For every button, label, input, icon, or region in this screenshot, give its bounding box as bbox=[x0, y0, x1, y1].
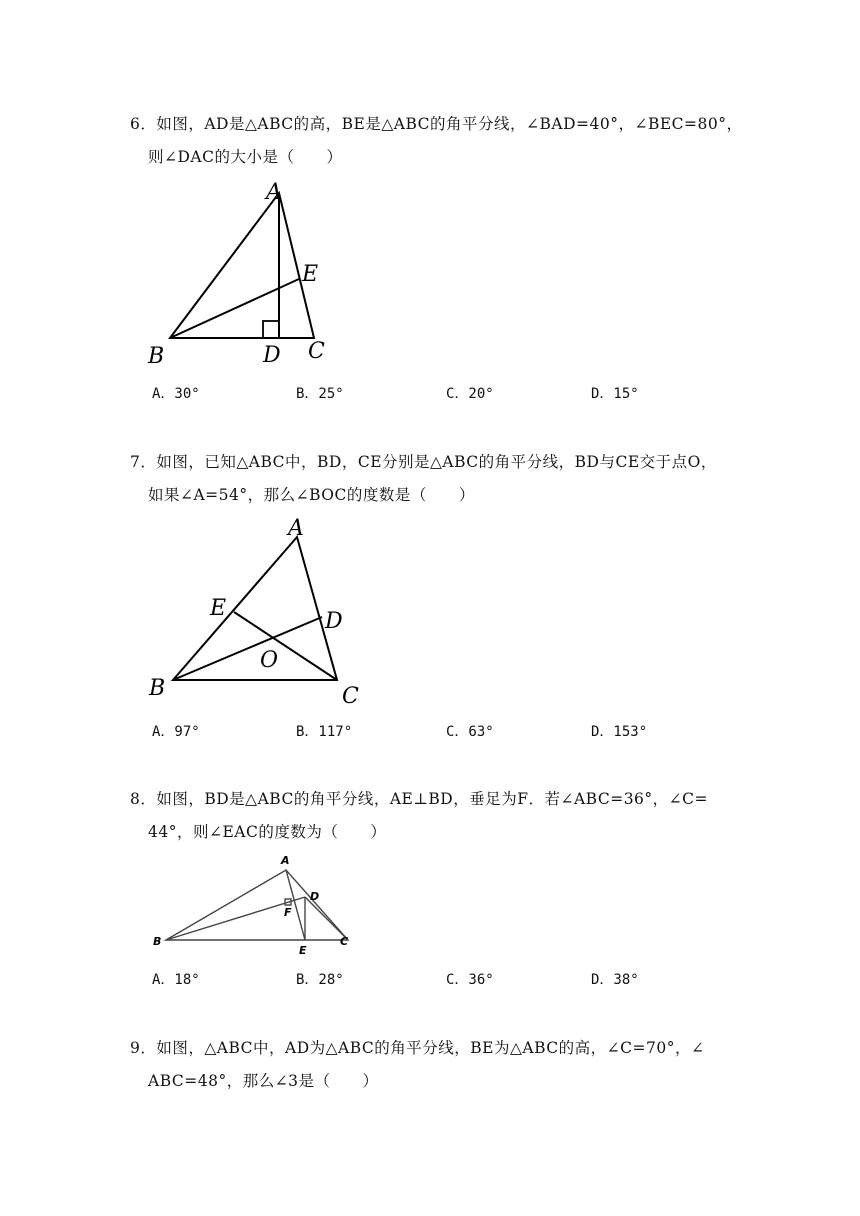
q7-text-line1: 7．如图，已知△ABC中，BD，CE分别是△ABC的角平分线，BD与CE交于点O， bbox=[130, 453, 717, 471]
q7-option-d[interactable]: D．153° bbox=[591, 724, 648, 740]
q8-label-d: D bbox=[310, 890, 320, 903]
q7-figure bbox=[140, 515, 370, 715]
q8-option-b[interactable]: B．28° bbox=[296, 972, 344, 988]
q9-text-line2: ABC=48°，那么∠3是（ ） bbox=[148, 1072, 379, 1090]
q6-label-a: A bbox=[266, 180, 282, 205]
q8-label-b: B bbox=[153, 935, 162, 948]
q6-option-c[interactable]: C．20° bbox=[446, 386, 494, 402]
q7-option-c[interactable]: C．63° bbox=[446, 724, 494, 740]
q8-option-a[interactable]: A．18° bbox=[152, 972, 200, 988]
q7-label-d: D bbox=[325, 609, 343, 634]
q8-option-d[interactable]: D．38° bbox=[591, 972, 639, 988]
q8-label-e: E bbox=[299, 944, 307, 957]
q8-label-c: C bbox=[340, 935, 349, 948]
q6-text-line1: 6．如图，AD是△ABC的高，BE是△ABC的角平分线，∠BAD=40°，∠BEC=80°， bbox=[130, 115, 743, 133]
q8-label-a: A bbox=[281, 854, 290, 867]
q6-label-b: B bbox=[148, 344, 165, 369]
q8-label-f: F bbox=[284, 906, 292, 919]
q7-label-o: O bbox=[260, 648, 279, 673]
q6-option-d[interactable]: D．15° bbox=[591, 386, 639, 402]
q6-text-line2: 则∠DAC的大小是（ ） bbox=[148, 148, 343, 166]
q7-label-e: E bbox=[210, 596, 227, 621]
q8-text-line1: 8．如图，BD是△ABC的角平分线，AE⊥BD，垂足为F．若∠ABC=36°，∠C= bbox=[130, 790, 709, 808]
q9-text-line1: 9．如图，△ABC中，AD为△ABC的角平分线，BE为△ABC的高，∠C=70°，∠ bbox=[130, 1039, 705, 1057]
q7-option-a[interactable]: A．97° bbox=[152, 724, 200, 740]
q6-label-d: D bbox=[263, 343, 281, 368]
q7-option-b[interactable]: B．117° bbox=[296, 724, 353, 740]
q6-option-a[interactable]: A．30° bbox=[152, 386, 200, 402]
q8-option-c[interactable]: C．36° bbox=[446, 972, 494, 988]
q7-label-b: B bbox=[149, 676, 166, 701]
q6-figure bbox=[140, 175, 340, 375]
q6-option-b[interactable]: B．25° bbox=[296, 386, 344, 402]
q8-figure bbox=[140, 848, 360, 958]
q6-label-c: C bbox=[308, 339, 325, 364]
q8-text-line2: 44°，则∠EAC的度数为（ ） bbox=[148, 823, 387, 841]
q7-label-a: A bbox=[288, 516, 304, 541]
q7-label-c: C bbox=[342, 684, 359, 709]
q6-label-e: E bbox=[302, 262, 319, 287]
q7-text-line2: 如果∠A=54°，那么∠BOC的度数是（ ） bbox=[148, 486, 475, 504]
